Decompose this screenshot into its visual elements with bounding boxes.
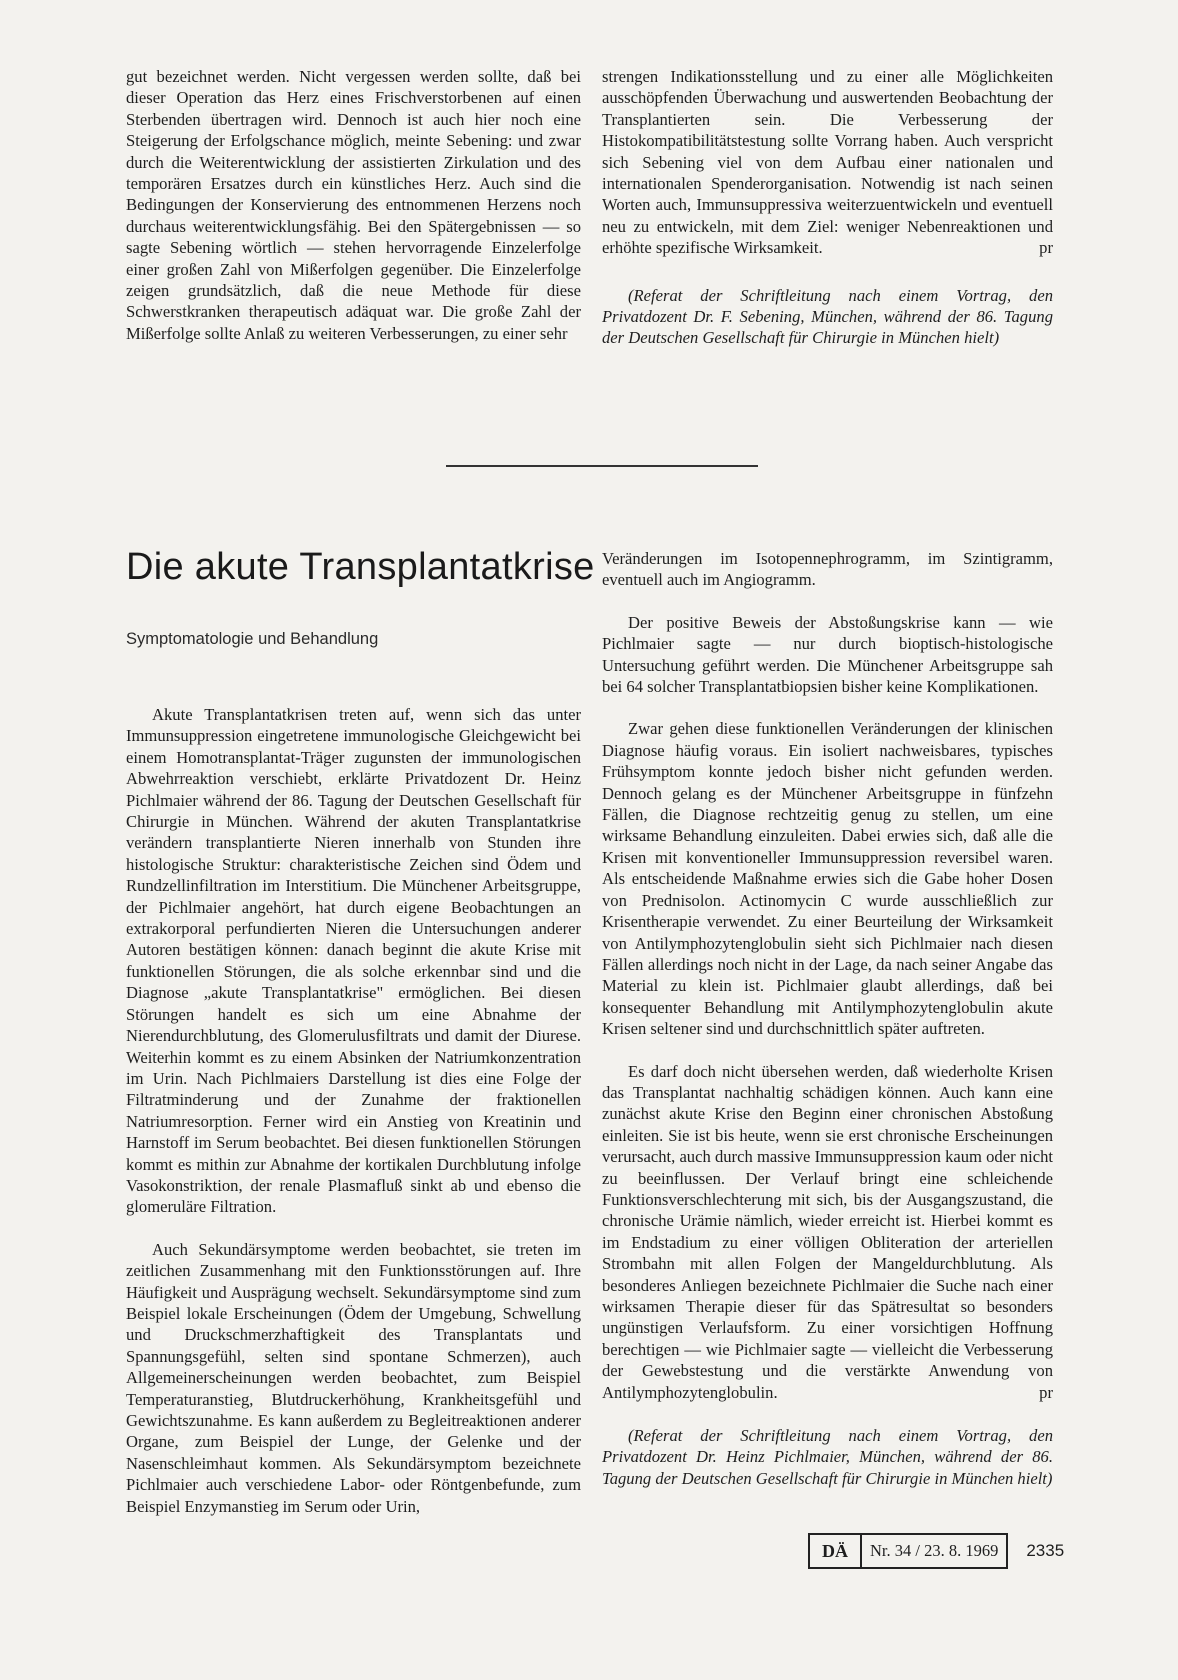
issue-info: Nr. 34 / 23. 8. 1969 [860, 1533, 1008, 1569]
paragraph-text: Es darf doch nicht übersehen werden, daß wiederholte Krisen das Transplantat nachhaltig schädigen können. Auch kann eine zunächst akute Krise den Beginn einer chronischen Abstoßung einleiten. Sie ist bis heute, wenn sie erst chronische Erscheinungen verursacht, auch durch massive Immunsuppression kaum oder nicht zu beeinflussen. Der Verlauf bringt eine schleichende Funktionsverschlechterung mit sich, bis der Ausgangszustand, die chronische Urämie nämlich, wieder erreicht ist. Hierbei kommt es im Endstadium zu einer völligen Obliteration der arteriellen Strombahn mit allen Folgen der Mangeldurchblutung. Als besonderes Anliegen bezeichnete Pichlmaier die Suche nach einer wirksamen Therapie dieser für das Spätresultat so besonders ungünstigen Verlaufsform. Zu einer vorsichtigen Hoffnung berechtigen — wie Pichlmaier sagte — vielleicht die Verbesserung der Gewebstestung und die verstärkte Anwendung von Antilymphozytenglobulin. [602, 1061, 1053, 1402]
paragraph [602, 1061, 1053, 1404]
reference-note: (Referat der Schriftleitung nach einem Vortrag, den Privatdozent Dr. Heinz Pichlmaier, München, während der 86. Tagung der Deutschen Gesellschaft für Chirurgie in München hielt) [602, 1426, 1053, 1488]
article-right-column [602, 548, 1053, 1489]
reference-note: (Referat der Schriftleitung nach einem Vortrag, den Privatdozent Dr. F. Sebening, München, während der 86. Tagung der Deutschen Gesellschaft für Chirurgie in München hielt) [602, 285, 1053, 348]
article-subtitle: Symptomatologie und Behandlung [126, 630, 379, 648]
paragraph [602, 66, 1053, 259]
paragraph: Veränderungen im Isotopennephrogramm, im Szintigramm, eventuell auch im Angiogramm. [602, 549, 1053, 590]
paragraph: gut bezeichnet werden. Nicht vergessen werden sollte, daß bei dieser Operation das Herz eines Frischverstorbenen auf einen Sterbenden übertragen wird. Dennoch ist auch hier noch eine Steigerung der Erfolgschance möglich, meinte Sebening: und zwar durch die Weiterentwicklung der assistierten Zirkulation und des temporären Ersatzes durch ein künstliches Herz. Auch sind die Bedingungen der Konservierung des entnommenen Herzens noch durchaus weiterentwicklungsfähig. Bei den Spätergebnissen — so sagte Sebening wörtlich — stehen hervorragende Einzelerfolge einer großen Zahl von Mißerfolgen gegenüber. Die Einzelerfolge zeigen grundsätzlich, daß die neue Methode für diese Schwerstkranken therapeutisch adäquat war. Die große Zahl der Mißerfolge sollte Anlaß zu weiteren Verbesserungen, zu einer sehr [126, 67, 581, 343]
paragraph: Auch Sekundärsymptome werden beobachtet, sie treten im zeitlichen Zusammenhang mit den Funktionsstörungen auf. Ihre Häufigkeit und Ausprägung wechselt. Sekundärsymptome sind zum Beispiel lokale Erscheinungen (Ödem der Umgebung, Schwellung und Druckschmerzhaftigkeit des Transplantats und Spannungsgefühl, selten sind spontane Schmerzen), auch Allgemeinerscheinungen werden beobachtet, zum Beispiel Temperaturanstieg, Blutdruckerhöhung, Krankheitsgefühl und Gewichtszunahme. Es kann außerdem zu Begleitreaktionen anderer Organe, zum Beispiel der Lunge, der Gelenke und der Nasenschleimhaut kommen. Als Sekundärsymptom bezeichnete Pichlmaier auch verschiedene Labor- oder Röntgenbefunde, zum Beispiel Enzymanstieg im Serum oder Urin, [126, 1239, 581, 1516]
author-signature: pr [1039, 238, 1053, 258]
author-signature: pr [1039, 1382, 1053, 1402]
top-left-column [126, 66, 581, 344]
paragraph: Der positive Beweis der Abstoßungskrise kann — wie Pichlmaier sagte — nur durch bioptisch-histologische Untersuchung geführt werden. Die Münchener Arbeitsgruppe sah bei 64 solcher Transplantatbiopsien bisher keine Komplikationen. [602, 612, 1053, 697]
article-title: Die akute Transplantatkrise [126, 546, 595, 588]
journal-logo: DÄ [808, 1533, 860, 1569]
article-left-column [126, 704, 581, 1517]
section-divider [446, 465, 758, 467]
page-number: 2335 [1026, 1541, 1065, 1560]
paragraph-text: strengen Indikationsstellung und zu einer alle Möglichkeiten ausschöpfenden Überwachung und auswertenden Beobachtung der Transplantierten sein. Die Verbesserung der Histokompatibilitätstestung sollte Vorrang haben. Auch verspricht sich Sebening viel von dem Aufbau einer nationalen und internationalen Spenderorganisation. Notwendig ist nach seinen Worten auch, Immunsuppressiva weiterzuentwickeln und eventuell neu zu entwickeln, mit dem Ziel: weniger Nebenreaktionen und erhöhte spezifische Wirksamkeit. [602, 67, 1053, 258]
page-footer [808, 1533, 1064, 1569]
paragraph: Akute Transplantatkrisen treten auf, wenn sich das unter Immunsuppression eingetretene immunologische Gleichgewicht bei einem Homotransplantat-Träger zugunsten der immunologischen Abwehrreaktion verschiebt, erklärte Privatdozent Dr. Heinz Pichlmaier während der 86. Tagung der Deutschen Gesellschaft für Chirurgie in München. Während der akuten Transplantatkrise verändern transplantierte Nieren innerhalb von Stunden ihre histologische Struktur: charakteristische Zeichen sind Ödem und Rundzellinfiltration im Interstitium. Die Münchener Arbeitsgruppe, der Pichlmaier angehört, hat durch eigene Beobachtungen an extrakorporal perfundierten Nieren die Untersuchungen anderer Autoren bestätigen können: danach beginnt die akute Krise mit funktionellen Störungen, die als solche erkennbar sind und die Diagnose „akute Transplantatkrise" ermöglichen. Bei diesen Störungen handelt es sich um eine Abnahme der Nierendurchblutung, des Glomerulusfiltrats und damit der Diurese. Weiterhin kommt es zu einem Absinken der Natriumkonzentration im Urin. Nach Pichlmaiers Darstellung ist dies eine Folge der Filtratminderung und der Zunahme der fraktionellen Natriumresorption. Ferner wird ein Anstieg von Kreatinin und Harnstoff im Serum beobachtet. Bei diesen funktionellen Störungen kommt es mithin zur Abnahme der kortikalen Durchblutung infolge Vasokonstriktion, der renale Plasmafluß sinkt ab und ebenso die glomeruläre Filtration. [126, 705, 581, 1217]
paragraph: Zwar gehen diese funktionellen Veränderungen der klinischen Diagnose häufig voraus. Ein isoliert nachweisbares, typisches Frühsymptom konnte jedoch bisher nicht gefunden werden. Dennoch gelang es der Münchener Arbeitsgruppe in fünfzehn Fällen, die Diagnose rechtzeitig genug zu stellen, um eine wirksame Behandlung einzuleiten. Dabei erwies sich, daß alle die Krisen mit konventioneller Immunsuppression reversibel waren. Als entscheidende Maßnahme erwies sich die Gabe hoher Dosen von Prednisolon. Actinomycin C wurde ausschließlich zur Krisentherapie verwendet. Zu einer Beurteilung der Wirksamkeit von Antilymphozytenglobulin sieht sich Pichlmaier nach diesen Fällen allerdings noch nicht in der Lage, da nach seiner Angabe das Material zu klein ist. Pichlmaier glaubt allerdings, daß bei konsequenter Behandlung mit Antilymphozytenglobulin akute Krisen seltener sind und durchschnittlich später auftreten. [602, 719, 1053, 1039]
top-right-column [602, 66, 1053, 349]
